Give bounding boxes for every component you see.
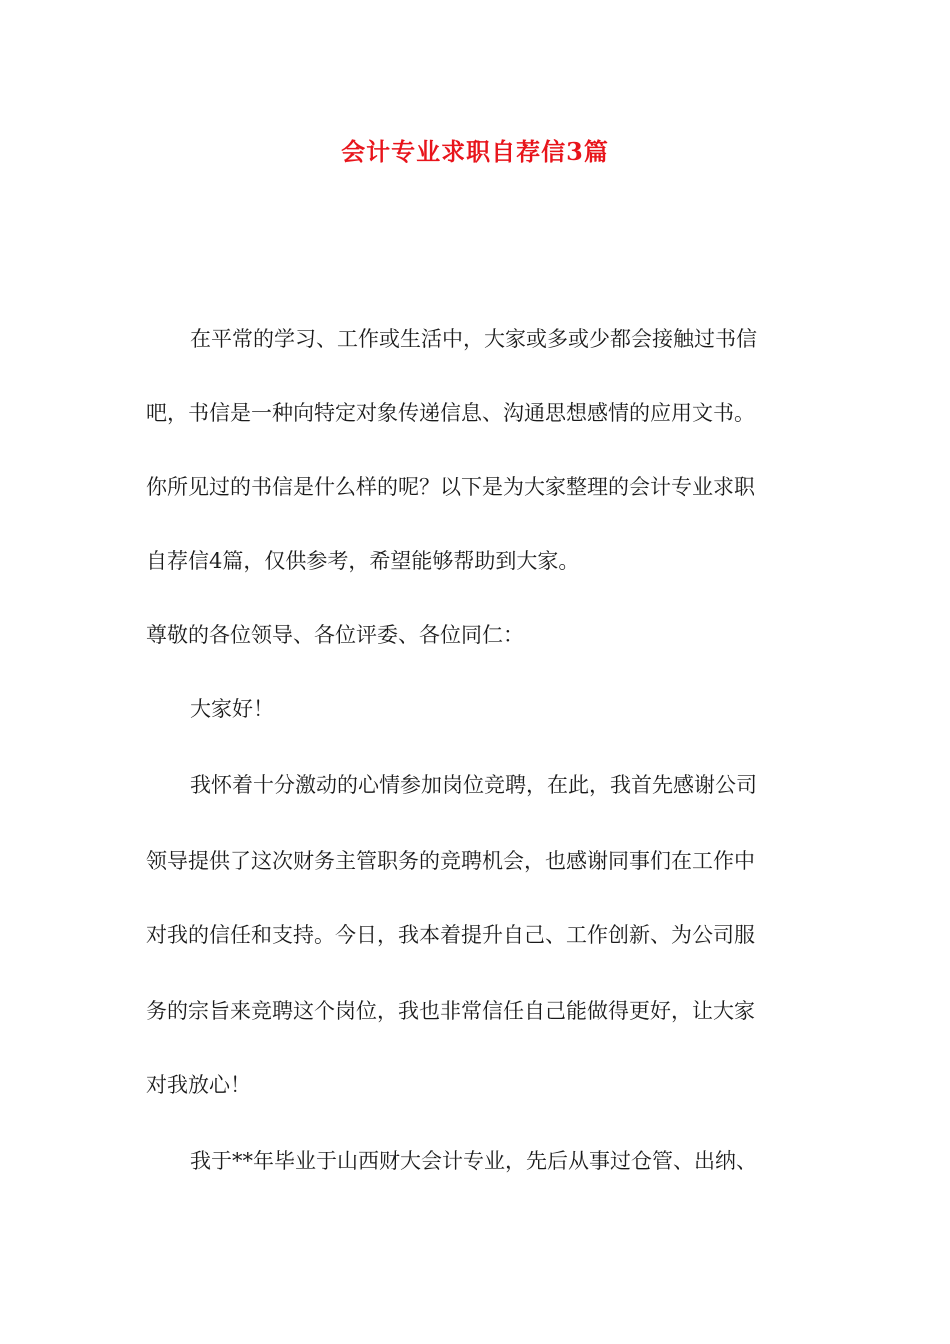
paragraph-line-4: 自荐信4篇，仅供参考，希望能够帮助到大家。 (146, 549, 580, 573)
paragraph-line-9: 对我的信任和支持。今日，我本着提升自己、工作创新、为公司服 (146, 923, 755, 947)
paragraph-line-12: 我于**年毕业于山西财大会计专业，先后从事过仓管、出纳、 (190, 1149, 757, 1173)
paragraph-line-1: 在平常的学习、工作或生活中，大家或多或少都会接触过书信 (190, 327, 757, 351)
document-title: 会计专业求职自荐信3篇 (341, 137, 609, 166)
paragraph-line-11: 对我放心！ (146, 1073, 251, 1097)
paragraph-line-10: 务的宗旨来竞聘这个岗位，我也非常信任自己能做得更好，让大家 (146, 999, 755, 1023)
paragraph-line-3: 你所见过的书信是什么样的呢？以下是为大家整理的会计专业求职 (146, 475, 755, 499)
paragraph-line-7: 我怀着十分激动的心情参加岗位竞聘，在此，我首先感谢公司 (190, 773, 757, 797)
paragraph-line-2: 吧，书信是一种向特定对象传递信息、沟通思想感情的应用文书。 (146, 401, 755, 425)
greeting: 大家好！ (190, 697, 274, 721)
paragraph-line-8: 领导提供了这次财务主管职务的竞聘机会，也感谢同事们在工作中 (146, 849, 755, 873)
salutation: 尊敬的各位领导、各位评委、各位同仁： (146, 623, 524, 647)
